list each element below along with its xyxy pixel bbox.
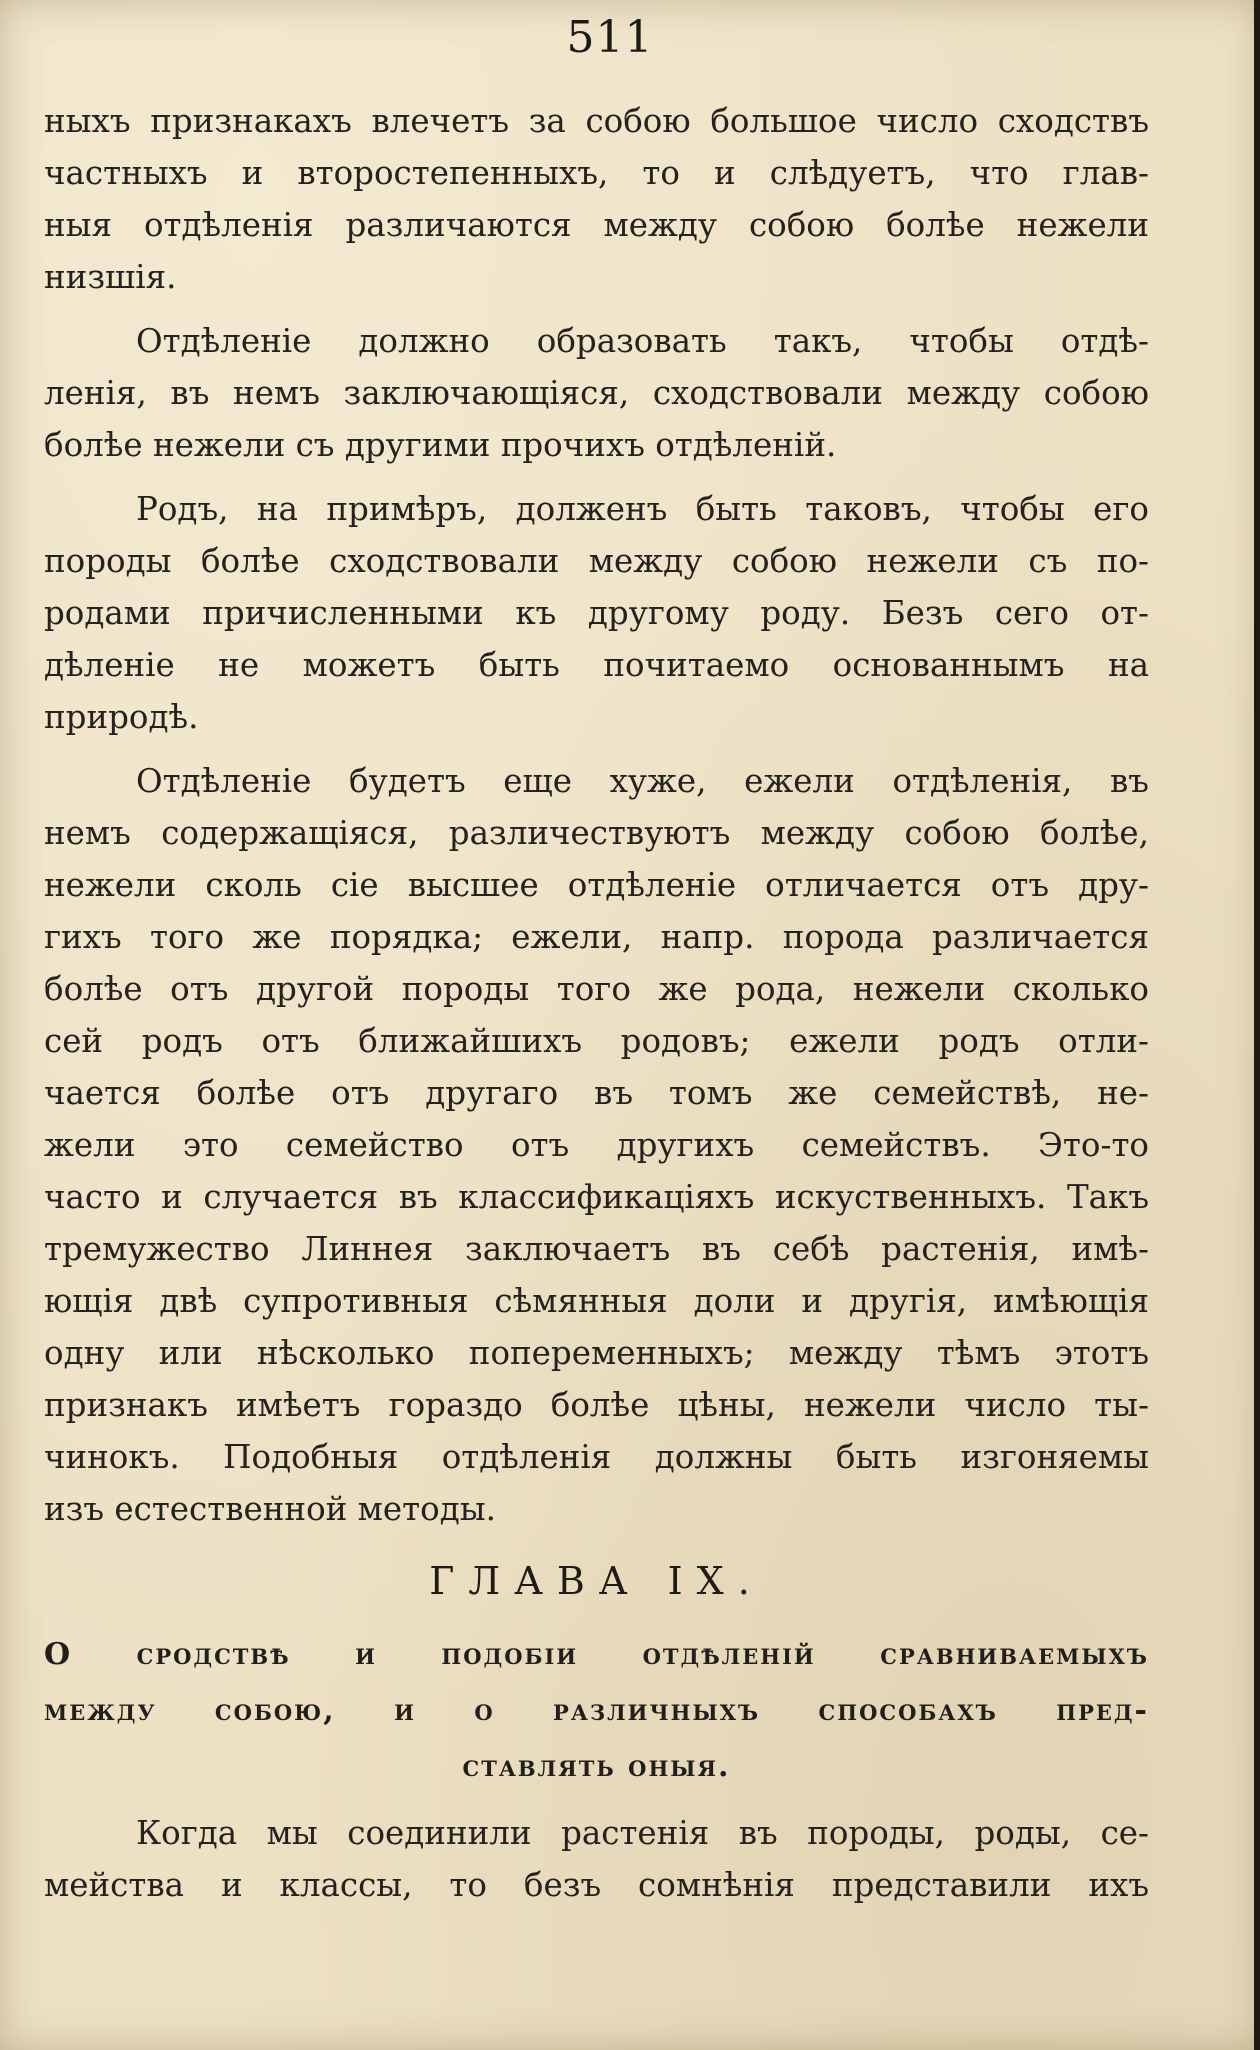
text-line: сей родъ отъ ближайшихъ родовъ; ежели родъ отли- (44, 1022, 1149, 1060)
text-line: жели это семейство отъ другихъ семействъ. Это-то (44, 1126, 1149, 1164)
text-line: нежели сколь сіе высшее отдѣленіе отличается отъ дру- (44, 866, 1149, 904)
chapter-title: ГЛАВА IX. (429, 1559, 764, 1603)
text-line: болѣе отъ другой породы того же рода, нежели сколько (44, 970, 1149, 1008)
text-line: породы болѣе сходствовали между собою нежели съ по- (44, 542, 1149, 580)
chapter-subtitle-line: между собою, и о различныхъ способахъ пред- (44, 1693, 1149, 1728)
chapter-subtitle-line: О сродствѣ и подобіи отдѣленій сравниваемыхъ (44, 1637, 1149, 1672)
text-line: Отдѣленіе будетъ еще хуже, ежели отдѣленія, въ (136, 762, 1149, 800)
text-line: чинокъ. Подобныя отдѣленія должны быть изгоняемы (44, 1438, 1149, 1476)
chapter-subtitle-line: ставлять оныя. (462, 1749, 731, 1784)
text-line: одну или нѣсколько попеременныхъ; между тѣмъ этотъ (44, 1334, 1149, 1372)
text-line: гихъ того же порядка; ежели, напр. порода различается (44, 918, 1149, 956)
text-line: частныхъ и второстепенныхъ, то и слѣдуетъ, что глав- (44, 154, 1149, 192)
text-line: чается болѣе отъ другаго въ томъ же семействѣ, не- (44, 1074, 1149, 1112)
text-line: мейства и классы, то безъ сомнѣнія представили ихъ (44, 1866, 1149, 1904)
text-line: изъ естественной методы. (44, 1490, 496, 1528)
body-text (44, 95, 1149, 1911)
text-line: природѣ. (44, 698, 199, 736)
text-line: ленія, въ немъ заключающіяся, сходствовали между собою (44, 374, 1149, 412)
paragraph-4 (44, 755, 1149, 1535)
page-number: 511 (566, 12, 654, 63)
page-edge-shadow (1254, 0, 1260, 2050)
paragraph-3 (44, 483, 1149, 743)
text-line: немъ содержащіяся, различествуютъ между собою болѣе, (44, 814, 1149, 852)
text-line: часто и случается въ классификаціяхъ искуственныхъ. Такъ (44, 1178, 1149, 1216)
paragraph-2 (44, 315, 1149, 471)
text-line: Родъ, на примѣръ, долженъ быть таковъ, чтобы его (136, 490, 1149, 528)
text-line: признакъ имѣетъ гораздо болѣе цѣны, нежели число ты- (44, 1386, 1149, 1424)
text-line: родами причисленными къ другому роду. Безъ сего от- (44, 594, 1149, 632)
paragraph-5 (44, 1807, 1149, 1911)
text-line: болѣе нежели съ другими прочихъ отдѣленій. (44, 426, 837, 464)
text-line: ныхъ признакахъ влечетъ за собою большое число сходствъ (44, 102, 1149, 140)
paragraph-1 (44, 95, 1149, 303)
text-line: Отдѣленіе должно образовать такъ, чтобы отдѣ- (136, 322, 1149, 360)
text-line: низшія. (44, 258, 177, 296)
text-line: Когда мы соединили растенія въ породы, роды, се- (136, 1814, 1149, 1852)
chapter-subtitle (44, 1627, 1149, 1795)
text-line: дѣленіе не можетъ быть почитаемо основаннымъ на (44, 646, 1149, 684)
text-line: ющія двѣ супротивныя сѣмянныя доли и другія, имѣющія (44, 1282, 1149, 1320)
text-line: тремужество Линнея заключаетъ въ себѣ растенія, имѣ- (44, 1230, 1149, 1268)
text-line: ныя отдѣленія различаются между собою болѣе нежели (44, 206, 1149, 244)
